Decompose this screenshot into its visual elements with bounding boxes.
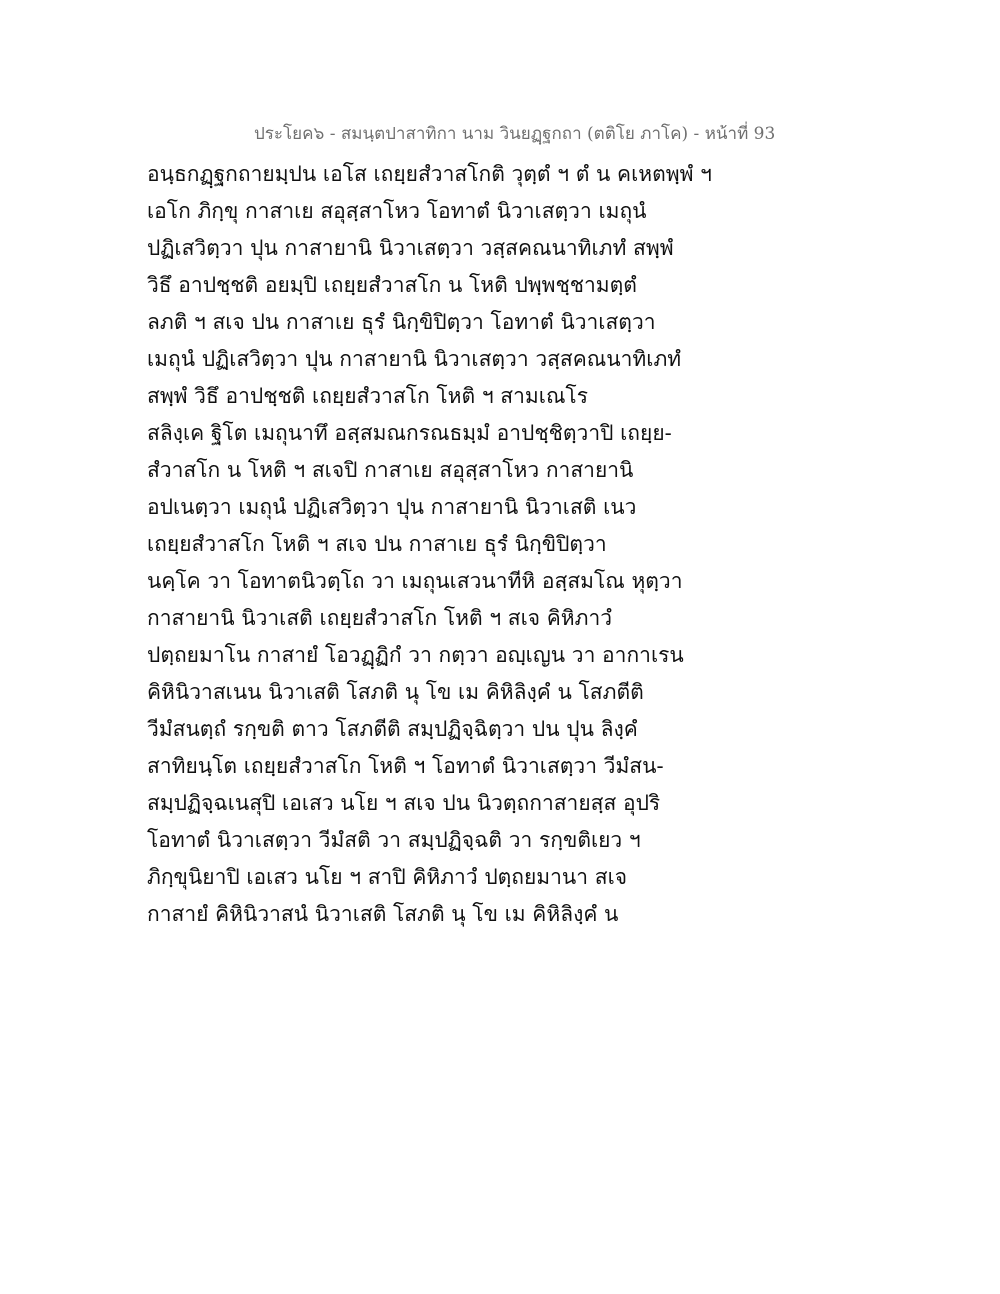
text-line: วิธึ อาปชฺชติ อยมฺปิ เถยฺยสํวาสโก น โหติ ปพฺพชฺชามตฺตํ [147,273,637,297]
text-line: กาสายํ คิหินิวาสนํ นิวาเสติ โสภติ นุ โข เม คิหิลิงฺคํ น [147,902,619,926]
page-header: ประโยค๖ - สมนฺตปาสาทิกา นาม วินยฏฺฐกถา (ตติโย ภาโค) - หน้าที่ 93 [254,124,776,144]
body-text [147,156,712,933]
text-line: สมฺปฏิจฺฉเนสุปิ เอเสว นโย ฯ สเจ ปน นิวตฺถกาสายสฺส อุปริ [147,791,661,815]
text-line: โอทาตํ นิวาเสตฺวา วีมํสติ วา สมฺปฏิจฺฉติ วา รกฺขติเยว ฯ [147,828,641,852]
text-line: อปเนตฺวา เมถุนํ ปฏิเสวิตฺวา ปุน กาสายานิ นิวาเสติ เนว [147,495,637,519]
text-line: เถยฺยสํวาสโก โหติ ฯ สเจ ปน กาสาเย ธุรํ นิกฺขิปิตฺวา [147,532,607,556]
text-line: เมถุนํ ปฏิเสวิตฺวา ปุน กาสายานิ นิวาเสตฺวา วสฺสคณนาทิเภทํ [147,347,682,371]
text-line: อนฺธกฏฺฐกถายมฺปน เอโส เถยฺยสํวาสโกติ วุตฺตํ ฯ ตํ น คเหตพฺพํ ฯ [147,162,712,186]
text-line: เอโก ภิกฺขุ กาสาเย สอุสฺสาโหว โอทาตํ นิวาเสตฺวา เมถุนํ [147,199,647,223]
text-line: ปตฺถยมาโน กาสายํ โอวฏฺฏิกํ วา กตฺวา อญฺเญน วา อากาเรน [147,643,684,667]
text-line: สลิงฺเค ฐิโต เมถุนาทึ อสฺสมณกรณธมฺมํ อาปชฺชิตฺวาปิ เถยฺย- [147,421,672,445]
text-line: สาทิยนฺโต เถยฺยสํวาสโก โหติ ฯ โอทาตํ นิวาเสตฺวา วีมํสน- [147,754,664,778]
text-line: นคฺโค วา โอทาตนิวตฺโถ วา เมถุนเสวนาทีหิ อสฺสมโณ หุตฺวา [147,569,683,593]
text-line: วีมํสนตฺถํ รกฺขติ ตาว โสภตีติ สมฺปฏิจฺฉิตฺวา ปน ปุน ลิงฺคํ [147,717,638,741]
text-line: สํวาสโก น โหติ ฯ สเจปิ กาสาเย สอุสฺสาโหว กาสายานิ [147,458,634,482]
text-line: ลภติ ฯ สเจ ปน กาสาเย ธุรํ นิกฺขิปิตฺวา โอทาตํ นิวาเสตฺวา [147,310,656,334]
text-line: สพฺพํ วิธึ อาปชฺชติ เถยฺยสํวาสโก โหติ ฯ สามเณโร [147,384,588,408]
text-line: คิหินิวาสเนน นิวาเสติ โสภติ นุ โข เม คิหิลิงฺคํ น โสภตีติ [147,680,644,704]
text-line: กาสายานิ นิวาเสติ เถยฺยสํวาสโก โหติ ฯ สเจ คิหิภาวํ [147,606,613,630]
text-line: ภิกฺขุนิยาปิ เอเสว นโย ฯ สาปิ คิหิภาวํ ปตฺถยมานา สเจ [147,865,628,889]
text-line: ปฏิเสวิตฺวา ปุน กาสายานิ นิวาเสตฺวา วสฺสคณนาทิเภทํ สพฺพํ [147,236,674,260]
